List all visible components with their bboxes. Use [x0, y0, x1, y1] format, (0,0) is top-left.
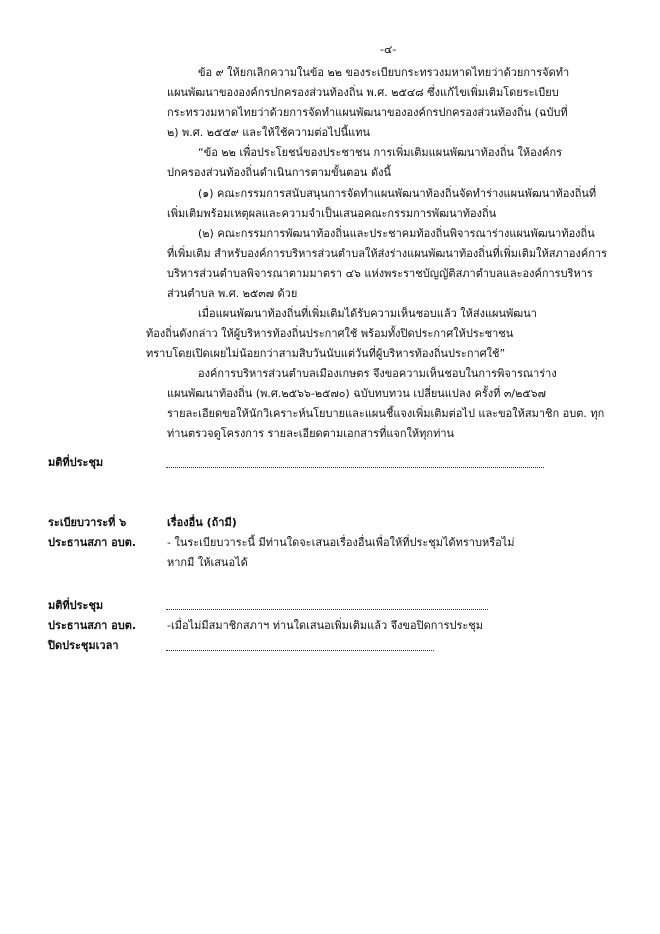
agenda-text: หากมี ให้เสนอได้ [167, 556, 248, 569]
body-line: แผนพัฒนาขององค์กรปกครองส่วนท้องถิ่น พ.ศ. ๒๕๔๘ ซึ่งแก้ไขเพิ่มเติมโดยระเบียบ [167, 86, 559, 99]
agenda-speaker: ประธานสภา อบต. [48, 536, 137, 549]
body-line: เพิ่มเติมพร้อมเหตุผลและความจำเป็นเสนอคณะกรรมการพัฒนาท้องถิ่น [167, 207, 497, 220]
body-line: รายละเอียดขอให้นักวิเคราะห์นโยบายและแผนชี้แจงเพิ่มเติมต่อไป และขอให้สมาชิก อบต. ทุก [167, 407, 605, 420]
agenda-label: ระเบียบวาระที่ ๖ [48, 516, 127, 529]
closing-speech: -เมื่อไม่มีสมาชิกสภาฯ ท่านใดเสนอเพิ่มเติมแล้ว จึงขอปิดการประชุม [167, 619, 484, 632]
agenda-text: - ในระเบียบวาระนี้ มีท่านใดจะเสนอเรื่องอื่นเพื่อให้ที่ประชุมได้ทราบหรือไม่ [167, 536, 515, 549]
body-line: เมื่อแผนพัฒนาท้องถิ่นที่เพิ่มเติมได้รับความเห็นชอบแล้ว ให้ส่งแผนพัฒนา [198, 307, 537, 320]
body-line: ที่เพิ่มเติม สำหรับองค์การบริหารส่วนตำบลให้ส่งร่างแผนพัฒนาท้องถิ่นที่เพิ่มเติมให้สภาองค์การ [167, 247, 607, 260]
body-line: กระทรวงมหาดไทยว่าด้วยการจัดทำแผนพัฒนาขององค์กรปกครองส่วนท้องถิ่น (ฉบับที่ [167, 106, 568, 119]
page-number: -๔- [380, 43, 397, 56]
body-line: แผนพัฒนาท้องถิ่น (พ.ศ.๒๕๖๖-๒๕๗๐) ฉบับทบทวน เปลี่ยนแปลง ครั้งที่ ๓/๒๕๖๗ [167, 387, 546, 400]
closing-resolution-blank-line [166, 609, 488, 610]
body-line: ข้อ ๙ ให้ยกเลิกความในข้อ ๒๒ ของระเบียบกระทรวงมหาดไทยว่าด้วยการจัดทำ [198, 66, 570, 79]
closing-resolution-label: มติที่ประชุม [48, 599, 104, 612]
body-line: (๒) คณะกรรมการพัฒนาท้องถิ่นและประชาคมท้องถิ่นพิจารณาร่างแผนพัฒนาท้องถิ่น [198, 227, 595, 240]
body-line: (๑) คณะกรรมการสนับสนุนการจัดทำแผนพัฒนาท้องถิ่นจัดทำร่างแผนพัฒนาท้องถิ่นที่ [198, 187, 597, 200]
body-line: บริหารส่วนตำบลพิจารณาตามมาตรา ๔๖ แห่งพระราชบัญญัติสภาตำบลและองค์การบริหาร [167, 267, 593, 280]
body-line: ท่านตรวจดูโครงการ รายละเอียดตามเอกสารที่แจกให้ทุกท่าน [167, 427, 455, 440]
close-time-blank-line [166, 650, 434, 651]
resolution-label: มติที่ประชุม [48, 456, 104, 469]
body-line: ท้องถิ่นดังกล่าว ให้ผู้บริหารท้องถิ่นประกาศใช้ พร้อมทั้งปิดประกาศให้ประชาชน [146, 327, 514, 340]
resolution-blank-line [166, 467, 544, 468]
close-time-label: ปิดประชุมเวลา [48, 639, 119, 652]
body-line: ปกครองส่วนท้องถิ่นดำเนินการตามขั้นตอน ดังนี้ [167, 166, 391, 179]
closing-speaker: ประธานสภา อบต. [48, 619, 137, 632]
body-line: ทราบโดยเปิดเผยไม่น้อยกว่าสามสิบวันนับแต่วันที่ผู้บริหารท้องถิ่นประกาศใช้” [146, 347, 506, 360]
body-line: “ข้อ ๒๒ เพื่อประโยชน์ของประชาชน การเพิ่มเติมแผนพัฒนาท้องถิ่น ให้องค์กร [198, 146, 563, 159]
agenda-title: เรื่องอื่น (ถ้ามี) [167, 516, 237, 529]
body-line: ๒) พ.ศ. ๒๕๕๙ และให้ใช้ความต่อไปนี้แทน [167, 126, 371, 139]
body-line: ส่วนตำบล พ.ศ. ๒๕๓๗ ด้วย [167, 287, 298, 300]
body-line: องค์การบริหารส่วนตำบลเมืองเกษตร จึงขอความเห็นชอบในการพิจารณาร่าง [198, 367, 557, 380]
